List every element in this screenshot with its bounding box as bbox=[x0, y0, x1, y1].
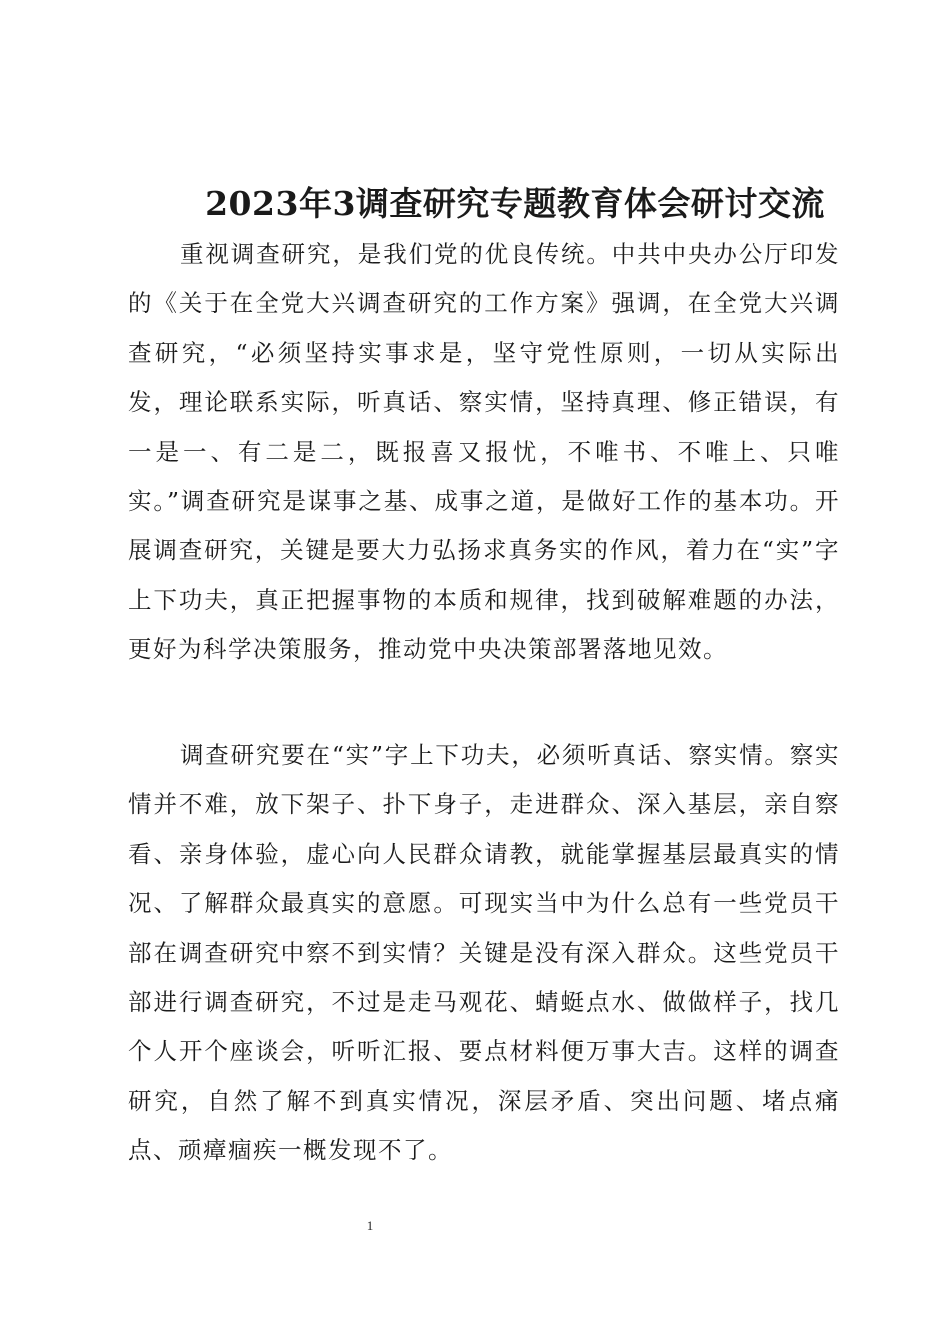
body-paragraph-1: 重视调查研究，是我们党的优良传统。中共中央办公厅印发的《关于在全党大兴调查研究的工作方案》强调，在全党大兴调查研究，“必须坚持实事求是，坚守党性原则，一切从实际出发，理论联系实际，听真话、察实情，坚持真理、修正错误，有一是一、有二是二，既报喜又报忧，不唯书、不唯上、只唯实。”调查研究是谋事之基、成事之道，是做好工作的基本功。开展调查研究，关键是要大力弘扬求真务实的作风，着力在“实”字上下功夫，真正把握事物的本质和规律，找到破解难题的办法，更好为科学决策服务，推动党中央决策部署落地见效。 bbox=[128, 240, 840, 664]
document-title: 2023年3调查研究专题教育体会研讨交流 bbox=[205, 184, 825, 223]
body-paragraph-2: 调查研究要在“实”字上下功夫，必须听真话、察实情。察实情并不难，放下架子、扑下身子，走进群众、深入基层，亲自察看、亲身体验，虚心向人民群众请教，就能掌握基层最真实的情况、了解群众最真实的意愿。可现实当中为什么总有一些党员干部在调查研究中察不到实情？关键是没有深入群众。这些党员干部进行调查研究，不过是走马观花、蜻蜓点水、做做样子，找几个人开个座谈会，听听汇报、要点材料便万事大吉。这样的调查研究，自然了解不到真实情况，深层矛盾、突出问题、堵点痛点、顽瘴痼疾一概发现不了。 bbox=[128, 741, 840, 1165]
page-number: 1 bbox=[366, 1218, 374, 1233]
